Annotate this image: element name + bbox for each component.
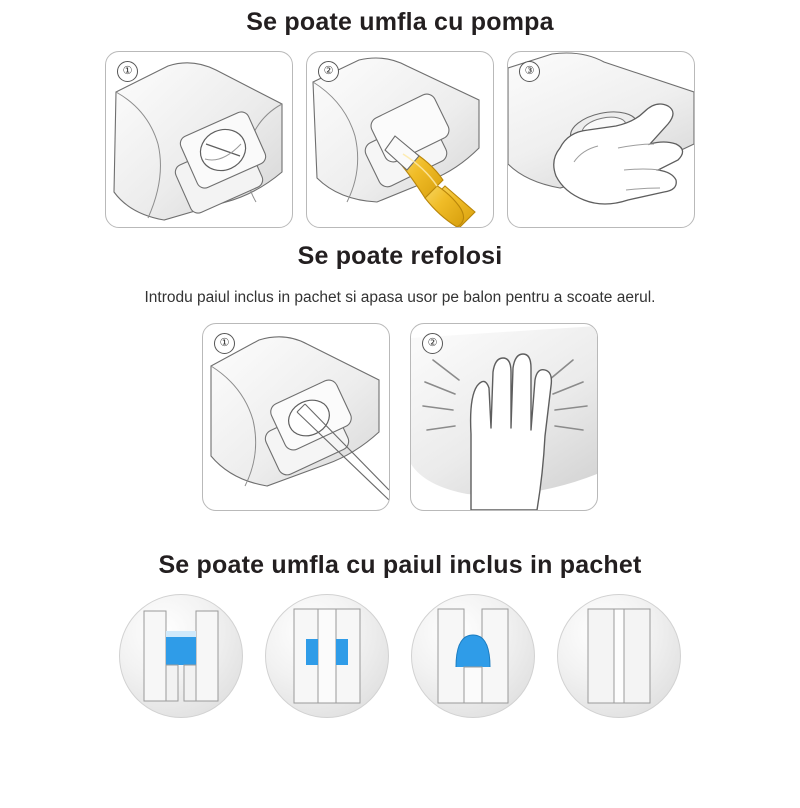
infographic-page [0, 8, 800, 808]
step-badge: ① [117, 61, 138, 82]
panel-row-reuse [0, 323, 800, 511]
circle-valve-sealed [557, 594, 681, 718]
step-badge: ② [422, 333, 443, 354]
circle-valve-open-wide [119, 594, 243, 718]
circle-straw-inserted [265, 594, 389, 718]
step-badge: ① [214, 333, 235, 354]
panel-pump-step-3 [507, 51, 695, 228]
panel-reuse-step-1 [202, 323, 390, 511]
circle-row-straw [0, 594, 800, 718]
hand-press-deflate-illustration [411, 324, 597, 510]
panel-row-pump [0, 51, 800, 228]
section-heading-reuse: Se poate refolosi [297, 242, 503, 270]
panel-pump-step-2 [306, 51, 494, 228]
reuse-instruction-text: Introdu paiul inclus in pachet si apasa usor pe balon pentru a scoate aerul. [144, 289, 656, 306]
step-badge: ② [318, 61, 339, 82]
circle-valve-dome-fill [411, 594, 535, 718]
straw-into-valve-illustration [203, 324, 389, 510]
panel-pump-step-1 [105, 51, 293, 228]
panel-reuse-step-2 [410, 323, 598, 511]
step-badge: ③ [519, 61, 540, 82]
section-heading-pump: Se poate umfla cu pompa [246, 8, 554, 36]
section-heading-straw: Se poate umfla cu paiul inclus in pachet [158, 551, 642, 579]
